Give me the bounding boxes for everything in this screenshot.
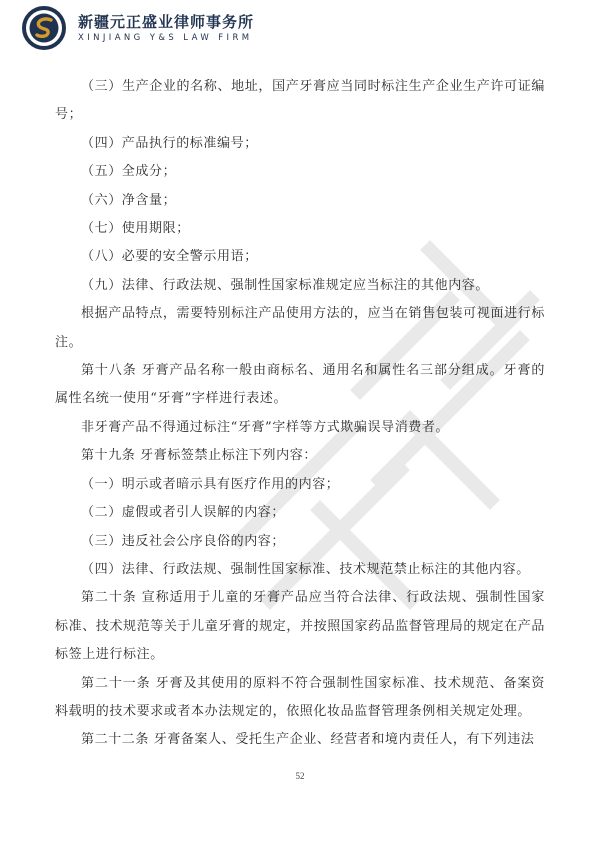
firm-name-chinese: 新疆元正盛业律师事务所 (78, 13, 255, 31)
paragraph: （四）法律、行政法规、强制性国家标准、技术规范禁止标注的其他内容。 (81, 561, 530, 577)
article-20: 第二十条 宣称适用于儿童的牙膏产品应当符合法律、行政法规、强制性国家标准、技术规范等关于儿童牙膏的规定，并按照国家药品监督管理局的规定在产品标签上进行标注。 (55, 590, 545, 663)
paragraph: （五）全成分； (81, 164, 177, 180)
paragraph: （六）净含量； (81, 192, 177, 208)
paragraph: （二）虚假或者引人误解的内容； (81, 505, 286, 521)
firm-name-english: XINJIANG Y&S LAW FIRM (78, 33, 253, 43)
paragraph: （三）违反社会公序良俗的内容； (81, 533, 286, 549)
paragraph: （三）生产企业的名称、地址，国产牙膏应当同时标注生产企业生产许可证编号； (55, 79, 545, 123)
article-19: 第十九条 牙膏标签禁止标注下列内容： (81, 448, 317, 464)
paragraph: 根据产品特点，需要特别标注产品使用方法的，应当在销售包装可视面进行标注。 (55, 306, 545, 350)
page-header (22, 6, 582, 50)
document-body (55, 73, 545, 755)
paragraph: 非牙膏产品不得通过标注“牙膏”字样等方式欺骗误导消费者。 (81, 419, 450, 435)
paragraph: （八）必要的安全警示用语； (81, 249, 258, 265)
paragraph: （九）法律、行政法规、强制性国家标准规定应当标注的其他内容。 (81, 277, 490, 293)
paragraph: （一）明示或者暗示具有医疗作用的内容； (81, 476, 340, 492)
article-22: 第二十二条 牙膏备案人、受托生产企业、经营者和境内责任人，有下列违法 (81, 732, 535, 748)
article-18: 第十八条 牙膏产品名称一般由商标名、通用名和属性名三部分组成。牙膏的属性名统一使用“牙膏”字样进行表述。 (55, 363, 545, 407)
page-number: 52 (295, 771, 305, 781)
firm-logo-icon (22, 6, 66, 50)
article-21: 第二十一条 牙膏及其使用的原料不符合强制性国家标准、技术规范、备案资料载明的技术要求或者本办法规定的，依照化妆品监督管理条例相关规定处理。 (55, 675, 545, 719)
paragraph: （七）使用期限； (81, 221, 190, 237)
paragraph: （四）产品执行的标准编号； (81, 135, 258, 151)
